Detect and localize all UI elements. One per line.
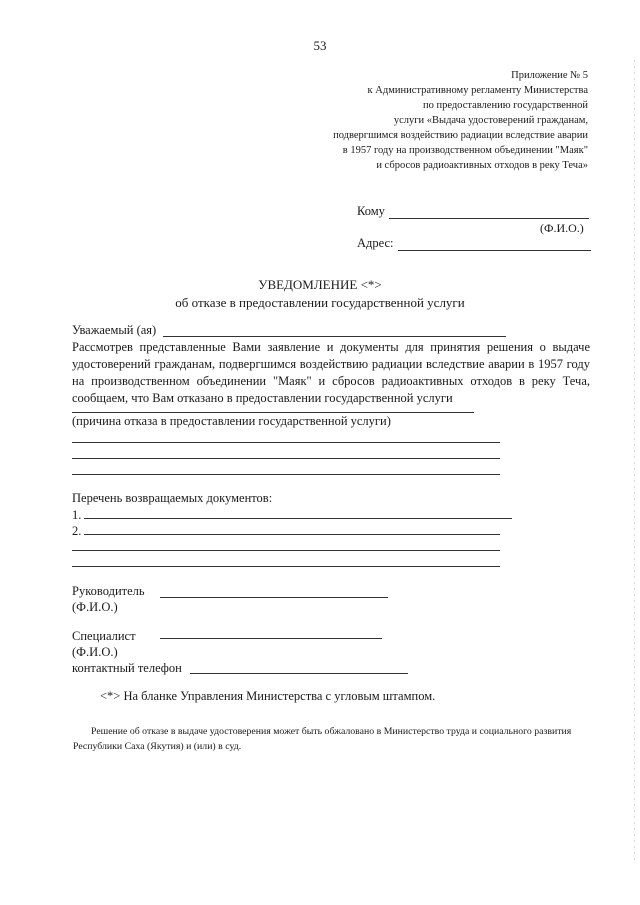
appendix-header xyxy=(333,68,588,173)
to-label: Кому xyxy=(357,204,385,218)
notice-subtitle: об отказе в предоставлении государственной услуги xyxy=(175,295,465,310)
address-label: Адрес: xyxy=(357,236,394,250)
greeting-blank-line xyxy=(163,336,506,337)
appendix-line: к Административному регламенту Министерства xyxy=(367,85,588,96)
appendix-line: подвергшимся воздействию радиации вследствие аварии xyxy=(333,130,588,141)
appendix-line: услуги «Выдача удостоверений гражданам, xyxy=(393,115,588,126)
appendix-line: по предоставлению государственной xyxy=(422,100,588,111)
doc-item-1-line xyxy=(84,518,512,519)
greeting-label: Уважаемый (ая) xyxy=(72,323,157,337)
appeal-note: Решение об отказе в выдаче удостоверения может быть обжаловано в Министерство труда и социального развития Республики Саха (Якутия) и (или) в суд. xyxy=(73,726,572,752)
notice-paragraph xyxy=(72,339,590,407)
head-signature-line xyxy=(160,597,388,598)
appendix-line: и сбросов радиоактивных отходов в реку Теча» xyxy=(376,160,588,171)
phone-label: контактный телефон xyxy=(72,661,182,675)
appendix-line: Приложение № 5 xyxy=(511,70,588,81)
reason-line-2 xyxy=(72,458,500,459)
reason-line-3 xyxy=(72,474,500,475)
specialist-fio-hint: (Ф.И.О.) xyxy=(72,645,118,659)
specialist-label: Специалист xyxy=(72,629,136,643)
scan-edge-artifact xyxy=(634,60,635,860)
returned-docs-label: Перечень возвращаемых документов: xyxy=(72,491,273,505)
footnote: <*> На бланке Управления Министерства с угловым штампом. xyxy=(100,689,436,703)
reason-blank-line xyxy=(72,412,474,413)
doc-item-2-number: 2. xyxy=(72,524,82,538)
doc-item-1-number: 1. xyxy=(72,508,82,522)
page-number: 53 xyxy=(313,38,327,53)
doc-item-2-line xyxy=(84,534,500,535)
phone-blank-line xyxy=(190,673,408,674)
doc-item-line-3 xyxy=(72,550,500,551)
to-blank-line xyxy=(389,218,589,219)
doc-item-line-4 xyxy=(72,566,500,567)
notice-title: УВЕДОМЛЕНИЕ <*> xyxy=(258,277,382,292)
specialist-signature-line xyxy=(160,638,382,639)
paragraph-text: Рассмотрев представленные Вами заявление и документы для принятия решения о выдаче удостоверений гражданам, подвергшимся воздействию радиации вследствие аварии в 1957 году на производственном объединении "Маяк" и сбросов радиоактивных отходов в реку Теча, сообщаем, что Вам отказано в предоставлении государственной услуги xyxy=(72,340,590,405)
reason-hint: (причина отказа в предоставлении государственной услуги) xyxy=(72,414,391,428)
address-blank-line xyxy=(398,250,591,251)
head-label: Руководитель xyxy=(72,584,145,598)
reason-line-1 xyxy=(72,442,500,443)
fio-hint: (Ф.И.О.) xyxy=(540,221,584,235)
appendix-line: в 1957 году на производственном объединении "Маяк" xyxy=(342,145,588,156)
head-fio-hint: (Ф.И.О.) xyxy=(72,600,118,614)
